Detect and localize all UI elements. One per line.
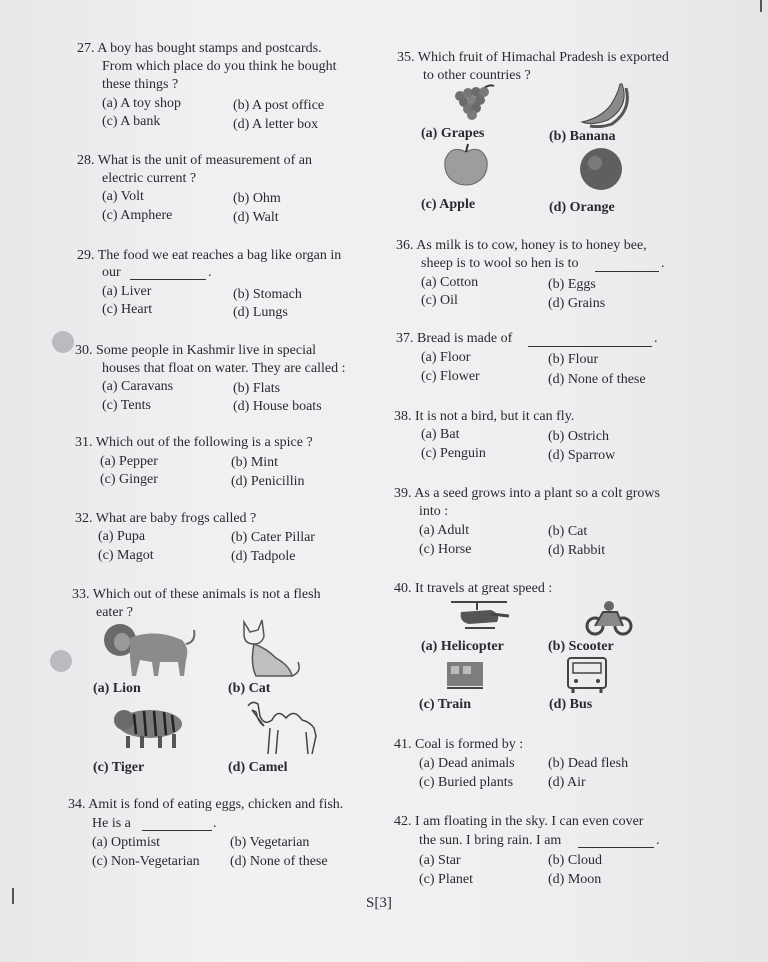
q38-option-d: (d) Sparrow	[548, 448, 616, 463]
grapes-image	[452, 82, 496, 122]
q32-option-c: (c) Magot	[98, 548, 154, 563]
bus-image	[565, 655, 609, 695]
q35-text: 35. Which fruit of Himachal Pradesh is exported	[397, 50, 669, 65]
q41-option-b: (b) Dead flesh	[548, 756, 629, 771]
answer-blank	[130, 279, 206, 280]
q27-text: these things ?	[102, 77, 179, 92]
q28-option-d: (d) Walt	[233, 210, 279, 225]
q32-option-b: (b) Cater Pillar	[231, 530, 315, 545]
q36-option-a: (a) Cotton	[421, 275, 479, 290]
q27-option-d: (d) A letter box	[233, 117, 319, 132]
q29-option-b: (b) Stomach	[233, 287, 302, 302]
q28-option-b: (b) Ohm	[233, 191, 281, 206]
q30-option-d: (d) House boats	[233, 399, 322, 414]
q33-option-d: (d) Camel	[228, 760, 288, 775]
q33-text: 33. Which out of these animals is not a flesh	[72, 587, 321, 602]
q33-text: eater ?	[96, 605, 133, 620]
q29-option-c: (c) Heart	[102, 302, 153, 317]
scooter-image	[585, 600, 633, 636]
q31-option-b: (b) Mint	[231, 455, 279, 470]
q36-option-c: (c) Oil	[421, 293, 458, 308]
q41-text: 41. Coal is formed by :	[394, 737, 524, 752]
q40-option-d: (d) Bus	[549, 697, 593, 712]
q36-text: sheep is to wool so hen is to	[421, 256, 579, 271]
banana-image	[578, 80, 632, 128]
q31-option-a: (a) Pepper	[100, 454, 158, 469]
q37-option-d: (d) None of these	[548, 372, 646, 387]
answer-blank	[528, 346, 652, 347]
q34-option-c: (c) Non-Vegetarian	[92, 854, 200, 869]
q42-text: the sun. I bring rain. I am	[419, 833, 562, 848]
q28-text: 28. What is the unit of measurement of an	[77, 153, 312, 168]
q28-text: electric current ?	[102, 171, 197, 186]
q28-option-a: (a) Volt	[102, 189, 144, 204]
page-number: S[3]	[366, 895, 392, 911]
q34-option-b: (b) Vegetarian	[230, 835, 310, 850]
q35-option-b: (b) Banana	[549, 129, 616, 144]
q39-option-c: (c) Horse	[419, 542, 472, 557]
q32-text: 32. What are baby frogs called ?	[75, 511, 257, 526]
q35-option-d: (d) Orange	[549, 200, 615, 215]
q42-option-c: (c) Planet	[419, 872, 474, 887]
lion-image	[100, 618, 200, 680]
q36-option-b: (b) Eggs	[548, 277, 596, 292]
train-image	[445, 656, 485, 692]
q33-option-c: (c) Tiger	[93, 760, 145, 775]
q27-text: 27. A boy has bought stamps and postcards.	[77, 41, 322, 56]
q36-text: 36. As milk is to cow, honey is to honey bee,	[396, 238, 647, 253]
q29-text: our	[102, 265, 121, 280]
camel-image	[244, 696, 324, 756]
punch-hole	[50, 650, 72, 672]
answer-blank	[578, 847, 654, 848]
orange-image	[575, 145, 627, 191]
q36-option-d: (d) Grains	[548, 296, 606, 311]
q32-option-d: (d) Tadpole	[231, 549, 296, 564]
q30-text: 30. Some people in Kashmir live in special	[75, 343, 317, 358]
q40-option-b: (b) Scooter	[548, 639, 614, 654]
q40-text: 40. It travels at great speed :	[394, 581, 553, 596]
q42-text: 42. I am floating in the sky. I can even cover	[394, 814, 644, 829]
q29-option-a: (a) Liver	[102, 284, 152, 299]
q40-option-a: (a) Helicopter	[421, 639, 504, 654]
q31-option-c: (c) Ginger	[100, 472, 158, 487]
q38-option-a: (a) Bat	[421, 427, 460, 442]
q29-option-d: (d) Lungs	[233, 305, 288, 320]
q39-option-d: (d) Rabbit	[548, 543, 606, 558]
q34-option-a: (a) Optimist	[92, 835, 161, 850]
q42-option-b: (b) Cloud	[548, 853, 603, 868]
q31-text: 31. Which out of the following is a spice ?	[75, 435, 313, 450]
q34-option-d: (d) None of these	[230, 854, 328, 869]
q37-option-b: (b) Flour	[548, 352, 599, 367]
exam-page: 27. A boy has bought stamps and postcards. From which place do you think he bought these things ? (a) A toy shop (b) A post office (c) A bank (d) A letter box 28. What is the unit of measurement of an electric current ? (a) Volt (b) Ohm (c) Amphere (d) Walt 29. The food we eat reaches a bag like organ in our . (a) Liver (b) Stomach (c) Heart (d) Lungs 30. Some people in Kashmir live in special houses that float on water. They are called : (a) Caravans (b) Flats (c) Tents (d) House boats 31. Which out of the following is a spice ? (a) Pepper (b) Mint (c) Ginger (d) Penicillin 32. What are baby frogs called ? (a) Pupa (b) Cater Pillar (c) Magot (d) Tadpole 33. Which out of these animals is not a flesh eater ? (a) Lion (b) Cat (c) Tiger (d) Camel 34. Amit is fond of eating eggs, chicken and fish. He is a . (a) Optimist (b) Vegetarian (c) Non-Vegetarian (d) None of these 35. Which fruit of Himachal Pradesh is exported to other countries ? (a) Grapes (b) Banana (c) Apple (d) Orange 36. As milk is to cow, honey is to honey bee, sheep is to wool so hen is to . (a) Cotton (b) Eggs (c) Oil (d) Grains 37. Bread is made of . (a) Floor (b) Flour (c) Flower (d) None of these 38. It is not a bird, but it can fly. (a) Bat (b) Ostrich (c) Penguin (d) Sparrow 39. As a seed grows into a plant so a colt grows into : (a) Adult (b) Cat (c) Horse (d) Rabbit 40. It travels at great speed : (a) Helicopter (b) Scooter (c) Train (d) Bus 41. Coal is formed by : (a) Dead animals (b) Dead flesh (c) Buried plants (d) Air 42. I am floating in the sky. I can even cover the sun. I bring rain. I am . (a) Star (b) Cloud (c) Planet (d) Moon S[3]	[0, 0, 768, 962]
q37-text: 37. Bread is made of	[396, 331, 513, 346]
q35-text: to other countries ?	[423, 68, 531, 83]
q31-option-d: (d) Penicillin	[231, 474, 305, 489]
q34-text: 34. Amit is fond of eating eggs, chicken and fish.	[68, 797, 344, 812]
q30-text: houses that float on water. They are called :	[102, 361, 346, 376]
q29-text: 29. The food we eat reaches a bag like organ in	[77, 248, 342, 263]
q38-text: 38. It is not a bird, but it can fly.	[394, 409, 575, 424]
margin-mark	[12, 888, 14, 904]
q38-option-c: (c) Penguin	[421, 446, 486, 461]
punch-hole	[52, 331, 74, 353]
q30-option-b: (b) Flats	[233, 381, 281, 396]
q27-option-b: (b) A post office	[233, 98, 325, 113]
q38-option-b: (b) Ostrich	[548, 429, 610, 444]
q40-option-c: (c) Train	[419, 697, 471, 712]
q39-text: 39. As a seed grows into a plant so a colt grows	[394, 486, 660, 501]
q33-option-a: (a) Lion	[93, 681, 141, 696]
q37-option-c: (c) Flower	[421, 369, 480, 384]
q32-option-a: (a) Pupa	[98, 529, 146, 544]
q37-option-a: (a) Floor	[421, 350, 471, 365]
q34-text: He is a	[92, 816, 131, 831]
q39-option-b: (b) Cat	[548, 524, 588, 539]
apple-image	[441, 142, 491, 188]
q27-option-a: (a) A toy shop	[102, 96, 181, 111]
q39-option-a: (a) Adult	[419, 523, 470, 538]
q28-option-c: (c) Amphere	[102, 208, 173, 223]
answer-blank	[142, 830, 212, 831]
q30-option-c: (c) Tents	[102, 398, 151, 413]
q41-option-d: (d) Air	[548, 775, 586, 790]
helicopter-image	[447, 598, 511, 634]
q41-option-c: (c) Buried plants	[419, 775, 514, 790]
q42-option-a: (a) Star	[419, 853, 461, 868]
q27-option-c: (c) A bank	[102, 114, 161, 129]
q35-option-c: (c) Apple	[421, 197, 476, 212]
tiger-image	[112, 700, 188, 750]
answer-blank	[595, 271, 659, 272]
cat-image	[236, 614, 306, 680]
q35-option-a: (a) Grapes	[421, 126, 485, 141]
q39-text: into :	[419, 504, 449, 519]
q42-option-d: (d) Moon	[548, 872, 602, 887]
q41-option-a: (a) Dead animals	[419, 756, 515, 771]
q30-option-a: (a) Caravans	[102, 379, 174, 394]
q33-option-b: (b) Cat	[228, 681, 271, 696]
q27-text: From which place do you think he bought	[102, 59, 337, 74]
margin-mark	[760, 0, 762, 12]
